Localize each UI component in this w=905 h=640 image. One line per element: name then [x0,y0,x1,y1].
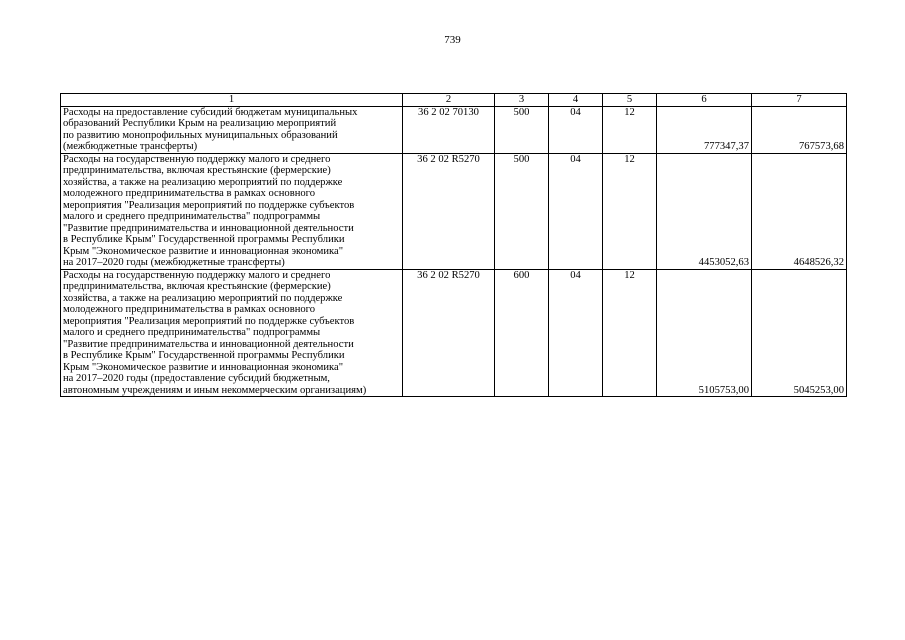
expense-type-cell: 600 [495,269,549,397]
amount-cell-1: 777347,37 [657,106,752,153]
description-line: мероприятия "Реализация мероприятий по поддержке субъектов [63,315,355,327]
description-cell [61,106,403,153]
section-cell: 04 [549,153,603,269]
section-cell: 04 [549,269,603,397]
header-col-5: 5 [603,94,657,107]
header-col-7: 7 [752,94,847,107]
description-line: предпринимательства, включая крестьянские (фермерские) [63,165,331,176]
subsection-cell: 12 [603,106,657,153]
description-line: на 2017–2020 годы (предоставление субсидий бюджетным, [63,373,330,384]
description-line: образований Республики Крым на реализацию мероприятий [63,118,337,129]
target-article-cell: 36 2 02 70130 [403,106,495,153]
description-line: "Развитие предпринимательства и инновационной деятельности [63,222,354,234]
description-cell [61,269,403,397]
description-line: "Развитие предпринимательства и инновационной деятельности [63,338,354,350]
expense-type-cell: 500 [495,106,549,153]
description-line: Расходы на предоставление субсидий бюджетам муниципальных [63,106,358,118]
amount-cell-1: 5105753,00 [657,269,752,397]
amount-cell-2: 767573,68 [752,106,847,153]
description-line: хозяйства, а также на реализацию мероприятий по поддержке [63,292,343,304]
section-cell: 04 [549,106,603,153]
description-line: молодежного предпринимательства в рамках основного [63,188,316,199]
subsection-cell: 12 [603,269,657,397]
description-line: (межбюджетные трансферты) [63,141,198,152]
table-body [61,106,847,397]
header-col-1: 1 [61,94,403,107]
description-line: по развитию монопрофильных муниципальных образований [63,129,338,141]
description-line: Крым "Экономическое развитие и инновационная экономика" [63,361,344,373]
description-line: малого и среднего предпринимательства" подпрограммы [63,327,321,338]
table-row [61,153,847,269]
description-cell [61,153,403,269]
description-line: мероприятия "Реализация мероприятий по поддержке субъектов [63,199,355,211]
target-article-cell: 36 2 02 R5270 [403,269,495,397]
description-line: предпринимательства, включая крестьянские (фермерские) [63,281,331,292]
description-line: молодежного предпринимательства в рамках основного [63,304,316,315]
page-number: 739 [444,34,461,46]
description-line: в Республике Крым" Государственной программы Республики [63,350,345,361]
amount-cell-2: 4648526,32 [752,153,847,269]
table-row [61,106,847,153]
target-article-cell: 36 2 02 R5270 [403,153,495,269]
header-col-4: 4 [549,94,603,107]
expense-type-cell: 500 [495,153,549,269]
budget-table [60,93,847,397]
header-col-6: 6 [657,94,752,107]
subsection-cell: 12 [603,153,657,269]
description-line: Расходы на государственную поддержку малого и среднего [63,153,331,165]
description-line: автономным учреждениям и иным некоммерческим организациям) [63,384,367,396]
description-line: Крым "Экономическое развитие и инновационная экономика" [63,245,344,257]
amount-cell-1: 4453052,63 [657,153,752,269]
description-line: на 2017–2020 годы (межбюджетные трансферты) [63,257,285,268]
header-row [61,94,847,107]
description-line: малого и среднего предпринимательства" подпрограммы [63,211,321,222]
header-col-3: 3 [495,94,549,107]
description-line: Расходы на государственную поддержку малого и среднего [63,269,331,281]
description-line: в Республике Крым" Государственной программы Республики [63,234,345,245]
table-row [61,269,847,397]
description-line: хозяйства, а также на реализацию мероприятий по поддержке [63,176,343,188]
amount-cell-2: 5045253,00 [752,269,847,397]
header-col-2: 2 [403,94,495,107]
